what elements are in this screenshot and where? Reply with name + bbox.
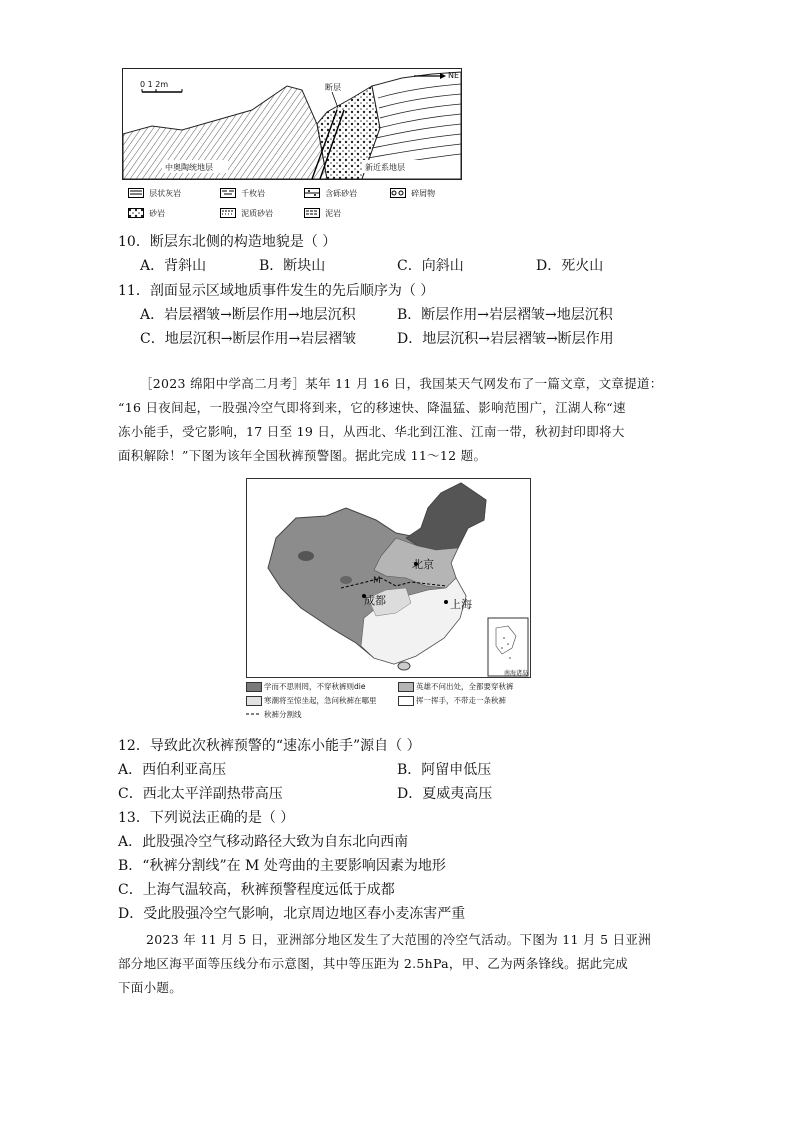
q10-option-b[interactable]: B．断块山 bbox=[259, 258, 326, 274]
legend-swatch bbox=[398, 696, 414, 706]
q11-option-d[interactable]: D．地层沉积→岩层褶皱→断层作用 bbox=[397, 331, 614, 347]
q13-option-b[interactable]: B．“秋裤分割线”在 M 处弯曲的主要影响因素为地形 bbox=[118, 858, 446, 874]
legend-swatch bbox=[246, 696, 262, 706]
legend-label: 英雄不问出处，全都要穿秋裤 bbox=[416, 682, 514, 691]
passage-2-line: 部分地区海平面等压线分布示意图，其中等压距为 2.5hPa，甲、乙为两条锋线。据此完成 bbox=[118, 956, 629, 971]
legend-item bbox=[304, 203, 341, 222]
q12-option-d[interactable]: D．夏威夷高压 bbox=[397, 786, 493, 802]
q11-option-b[interactable]: B．断层作用→岩层褶皱→地层沉积 bbox=[397, 307, 613, 323]
point-m-label: M bbox=[373, 576, 381, 586]
passage-1-line: “16 日夜间起，一股强冷空气即将到来，它的移速快、降温猛、影响范围广，江湖人称“速 bbox=[118, 400, 626, 415]
legend-swatch bbox=[398, 682, 414, 692]
mudstone-swatch bbox=[304, 208, 320, 218]
legend-item bbox=[390, 183, 435, 202]
q12-option-b[interactable]: B．阿留申低压 bbox=[397, 762, 492, 778]
divider-line-swatch bbox=[246, 710, 260, 718]
cross-section-figure bbox=[122, 68, 462, 180]
legend-label: 含砾砂岩 bbox=[325, 189, 358, 198]
china-map-svg bbox=[246, 478, 531, 678]
passage-1-line: 面积解除！”下图为该年全国秋裤预警图。据此完成 11～12 题。 bbox=[118, 448, 487, 463]
q13-option-a[interactable]: A．此股强冷空气移动路径大致为自东北向西南 bbox=[118, 834, 409, 850]
q11-stem: 11．剖面显示区域地质事件发生的先后顺序为（ ） bbox=[118, 283, 435, 299]
legend-label: 泥质砂岩 bbox=[241, 209, 274, 218]
sandstone-swatch bbox=[128, 208, 144, 218]
legend-label: 学而不思则罔，不穿秋裤则die bbox=[264, 682, 366, 691]
q10-option-c[interactable]: C．向斜山 bbox=[397, 258, 464, 274]
passage-1-line: ［2023 绵阳中学高二月考］某年 11 月 16 日，我国某天气网发布了一篇文章，文章提道： bbox=[140, 376, 663, 391]
q12-option-a[interactable]: A．西伯利亚高压 bbox=[118, 762, 227, 778]
passage-2 bbox=[118, 928, 706, 1000]
fault-label: 断层 bbox=[325, 83, 341, 92]
scale-label: 0 1 2m bbox=[140, 80, 169, 89]
legend-label: 碎屑物 bbox=[411, 189, 436, 198]
left-stratum-label: 中奥陶统地层 bbox=[165, 163, 213, 172]
legend-item bbox=[304, 183, 357, 202]
q12-stem: 12．导致此次秋裤预警的“速冻小能手”源自（ ） bbox=[118, 738, 421, 754]
legend-label: 千枚岩 bbox=[241, 189, 266, 198]
passage-2-line: 下面小题。 bbox=[118, 980, 183, 995]
passage-1-line: 冻小能手，受它影响，17 日至 19 日，从西北、华北到江淮、江南一带，秋初封印即将大 bbox=[118, 424, 625, 439]
conglomerate-swatch bbox=[304, 188, 320, 198]
q11-option-a[interactable]: A．岩层褶皱→断层作用→地层沉积 bbox=[140, 307, 356, 323]
q11-option-c[interactable]: C．地层沉积→断层作用→岩层褶皱 bbox=[140, 331, 357, 347]
passage-1 bbox=[118, 372, 700, 468]
china-map-figure bbox=[246, 478, 531, 678]
map-legend bbox=[246, 680, 536, 724]
passage-2-line: 2023 年 11 月 5 日，亚洲部分地区发生了大范围的冷空气活动。下图为 11 月 5 日亚洲 bbox=[146, 932, 651, 947]
city-chengdu: 成都 bbox=[364, 594, 386, 607]
debris-swatch bbox=[390, 188, 406, 198]
legend-item bbox=[220, 203, 273, 222]
legend-swatch bbox=[246, 682, 262, 692]
q12-option-c[interactable]: C．西北太平洋副热带高压 bbox=[118, 786, 283, 802]
legend-label: 挥一挥手，不带走一条秋裤 bbox=[416, 696, 506, 705]
legend-label: 层状灰岩 bbox=[149, 189, 182, 198]
legend-label: 泥岩 bbox=[325, 209, 342, 218]
muddy-sandstone-swatch bbox=[220, 208, 236, 218]
limestone-swatch bbox=[128, 188, 144, 198]
legend-label: 秋裤分割线 bbox=[264, 710, 302, 719]
q10-stem: 10．断层东北侧的构造地貌是（ ） bbox=[118, 234, 337, 250]
q13-stem: 13．下列说法正确的是（ ） bbox=[118, 810, 295, 826]
legend-label: 砂岩 bbox=[149, 209, 166, 218]
legend-item bbox=[128, 203, 165, 222]
north-label: NE bbox=[448, 71, 460, 80]
legend-item bbox=[220, 183, 265, 202]
legend-label: 寒潮将至惊坐起，急问秋裤在哪里 bbox=[264, 696, 377, 705]
q10-option-d[interactable]: D．死火山 bbox=[536, 258, 604, 274]
legend-item bbox=[128, 183, 181, 202]
q10-option-a[interactable]: A．背斜山 bbox=[140, 258, 207, 274]
city-shanghai: 上海 bbox=[450, 598, 472, 611]
inset-caption: 南海诸岛 bbox=[504, 670, 529, 677]
q13-option-c[interactable]: C．上海气温较高，秋裤预警程度远低于成都 bbox=[118, 882, 395, 898]
city-beijing: 北京 bbox=[412, 558, 434, 571]
phyllite-swatch bbox=[220, 188, 236, 198]
right-stratum-label: 新近系地层 bbox=[365, 163, 405, 172]
q13-option-d[interactable]: D．受此股强冷空气影响，北京周边地区春小麦冻害严重 bbox=[118, 906, 466, 922]
cross-section-legend bbox=[128, 183, 478, 219]
